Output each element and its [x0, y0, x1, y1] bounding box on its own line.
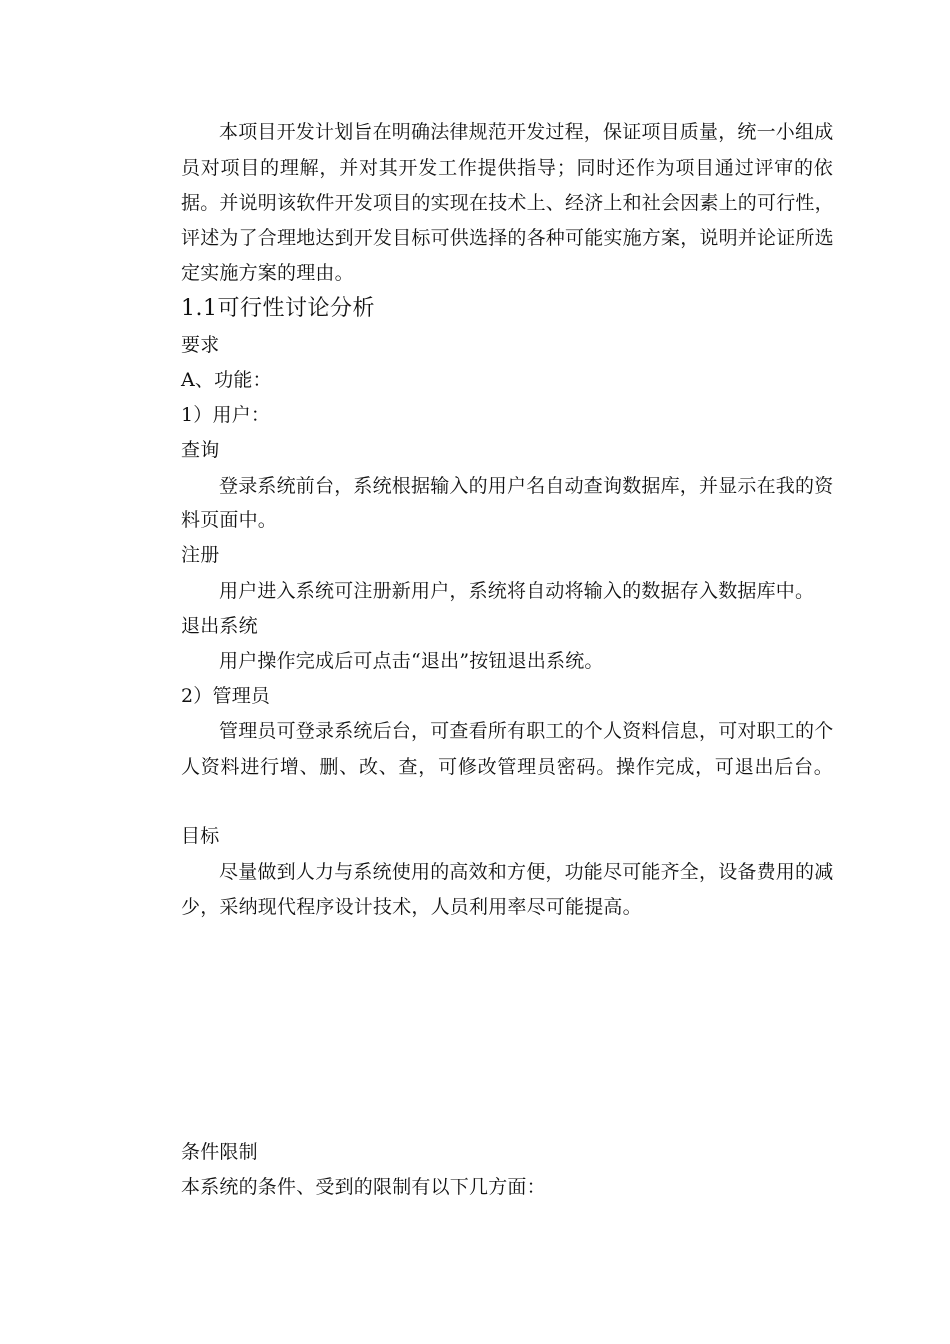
- admin-label: 2）管理员: [181, 685, 271, 707]
- intro-line-5: 定实施方案的理由。: [181, 262, 354, 284]
- register-title: 注册: [181, 544, 220, 566]
- admin-line-2: 人资料进行增、删、改、查，可修改管理员密码。操作完成，可退出后台。: [181, 756, 833, 778]
- goal-line-2: 少，采纳现代程序设计技术，人员利用率尽可能提高。: [181, 896, 642, 918]
- constraints-text: 本系统的条件、受到的限制有以下几方面：: [181, 1176, 546, 1198]
- register-text: 用户进入系统可注册新用户，系统将自动将输入的数据存入数据库中。: [219, 580, 815, 602]
- intro-line-1: 本项目开发计划旨在明确法律规范开发过程，保证项目质量，统一小组成: [219, 121, 834, 143]
- query-line-1: 登录系统前台，系统根据输入的用户名自动查询数据库，并显示在我的资: [219, 475, 834, 497]
- intro-line-2: 员对项目的理解，并对其开发工作提供指导；同时还作为项目通过评审的依: [181, 157, 833, 179]
- goal-title: 目标: [181, 825, 220, 847]
- logout-text: 用户操作完成后可点击“退出”按钮退出系统。: [219, 650, 604, 672]
- intro-line-4: 评述为了合理地达到开发目标可供选择的各种可能实施方案，说明并论证所选: [181, 227, 834, 249]
- admin-line-1: 管理员可登录系统后台，可查看所有职工的个人资料信息，可对职工的个: [219, 720, 834, 742]
- goal-line-1: 尽量做到人力与系统使用的高效和方便，功能尽可能齐全，设备费用的减: [219, 861, 834, 883]
- constraints-title: 条件限制: [181, 1141, 258, 1163]
- function-label: A、功能：: [181, 369, 272, 391]
- query-line-2: 料页面中。: [181, 509, 278, 531]
- logout-title: 退出系统: [181, 615, 258, 637]
- user-label: 1）用户：: [181, 404, 271, 426]
- intro-line-3: 据。并说明该软件开发项目的实现在技术上、经济上和社会因素上的可行性，: [181, 192, 834, 214]
- query-title: 查询: [181, 439, 220, 461]
- section-heading: 1.1可行性讨论分析: [181, 296, 375, 321]
- requirements-title: 要求: [181, 334, 220, 356]
